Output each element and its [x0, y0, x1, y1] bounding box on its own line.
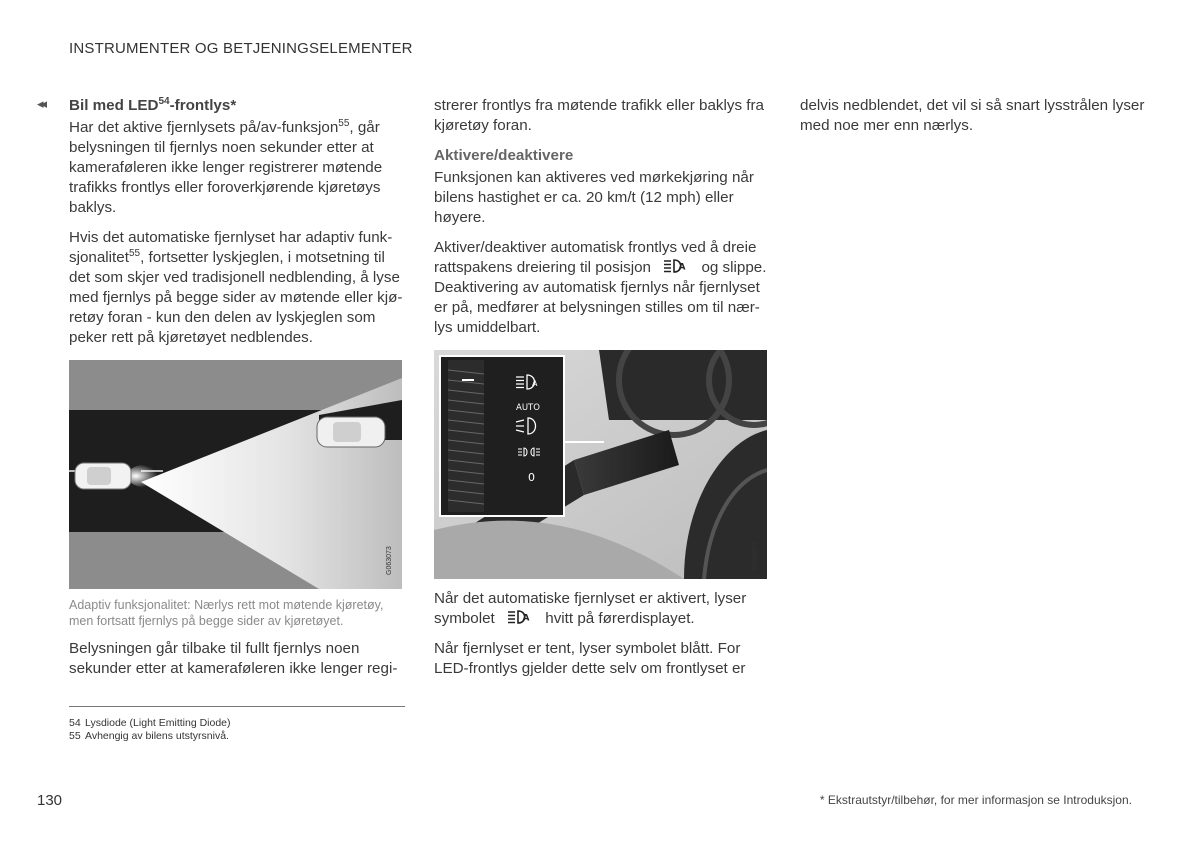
figure-code: G065671 [752, 541, 759, 570]
column-2 [434, 96, 770, 689]
paragraph: Belysningen går tilbake til fullt fjernlys noen sekunder etter at kameraføleren ikke lenger regi- [69, 640, 398, 677]
page-number: 130 [37, 792, 63, 809]
stalk-label-auto: AUTO [516, 403, 540, 413]
footnote-ref-54[interactable]: 54 [158, 95, 170, 107]
stalk-illustration [434, 350, 767, 579]
subheading: Aktivere/deaktivere [434, 147, 574, 164]
paragraph: delvis nedblendet, det vil si så snart lysstrålen lyser med noe mer enn nærlys. [800, 97, 1145, 134]
stalk-label-off: 0 [528, 471, 535, 484]
footnotes [69, 706, 405, 743]
column-3 [800, 96, 1150, 146]
section-heading [69, 96, 405, 116]
previous-page-icon[interactable]: ◂◂ [37, 96, 45, 111]
paragraph: strerer frontlys fra møtende trafikk eller baklys fra kjøretøy foran. [434, 97, 765, 134]
footnote-55: 55 Avhengig av bilens utstyrsnivå. [69, 730, 229, 742]
svg-text:A: A [532, 379, 538, 388]
heading-text: Bil med LED [69, 97, 159, 114]
adaptive-beam-illustration [69, 360, 402, 589]
column-1 [69, 96, 405, 689]
heading-suffix: -frontlys* [169, 97, 237, 114]
footnote-54: 54 Lysdiode (Light Emitting Diode) [69, 717, 231, 729]
figure-code: G063073 [386, 546, 393, 575]
oncoming-car-icon [317, 417, 385, 447]
paragraph: Aktiver/deaktiver automatisk frontlys ved å dreie rattspakens dreiering til posisjon A og slippe. Deaktivering av automatisk fjernlys når fjernlyset er på, medfører at belysningen stilles om til nærlys umiddelbart. [434, 239, 767, 336]
auto-high-beam-icon [663, 258, 689, 274]
paragraph: Har det aktive fjernlysets på/av-funksjon$^{55}$, går belysningen til fjernlys noen sekunder etter at kameraføleren ikke lenger registrerer møtende trafikks frontlys eller foroverkjørende kjøretøys baklys. [69, 117, 383, 216]
page-header: INSTRUMENTER OG BETJENINGSELEMENTER [69, 40, 413, 57]
steering-stalk-photo [434, 350, 767, 579]
footnote-ref-55[interactable]: 55 [128, 247, 141, 259]
paragraph: Når fjernlyset er tent, lyser symbolet blått. For LED-frontlys gjelder dette selv om frontlyset er [434, 640, 746, 677]
svg-text:A: A [522, 613, 530, 624]
svg-text:A: A [678, 262, 686, 273]
auto-high-beam-icon [507, 609, 533, 625]
accessory-note: * Ekstrautstyr/tilbehør, for mer informasjon se Introduksjon. [819, 793, 1132, 807]
footnote-ref-55[interactable]: 55 [338, 117, 350, 129]
paragraph: Når det automatiske fjernlyset er aktivert, lyser symbolet A hvitt på førerdisplayet. [434, 590, 747, 627]
paragraph: Funksjonen kan aktiveres ved mørkekjøring når bilens hastighet er ca. 20 km/t (12 mph) eller høyere. [434, 169, 754, 226]
paragraph: Hvis det automatiske fjernlyset har adaptiv funksjonalitet$^{55}$, fortsetter lyskjeglen, i motsetning til det som skjer ved tradisjonell nedblending, å lyse med fjernlys på begge sider av møtende eller kjøretøy foran - kun den delen av lyskjeglen som peker rett på kjøretøyet nedblendes. [69, 229, 403, 346]
figure-caption: Adaptiv funksjonalitet: Nærlys rett mot møtende kjøretøy, men fortsatt fjernlys på begge sider av kjøretøyet. [69, 598, 384, 628]
own-car-icon [75, 463, 131, 489]
road-diagram [69, 360, 402, 589]
